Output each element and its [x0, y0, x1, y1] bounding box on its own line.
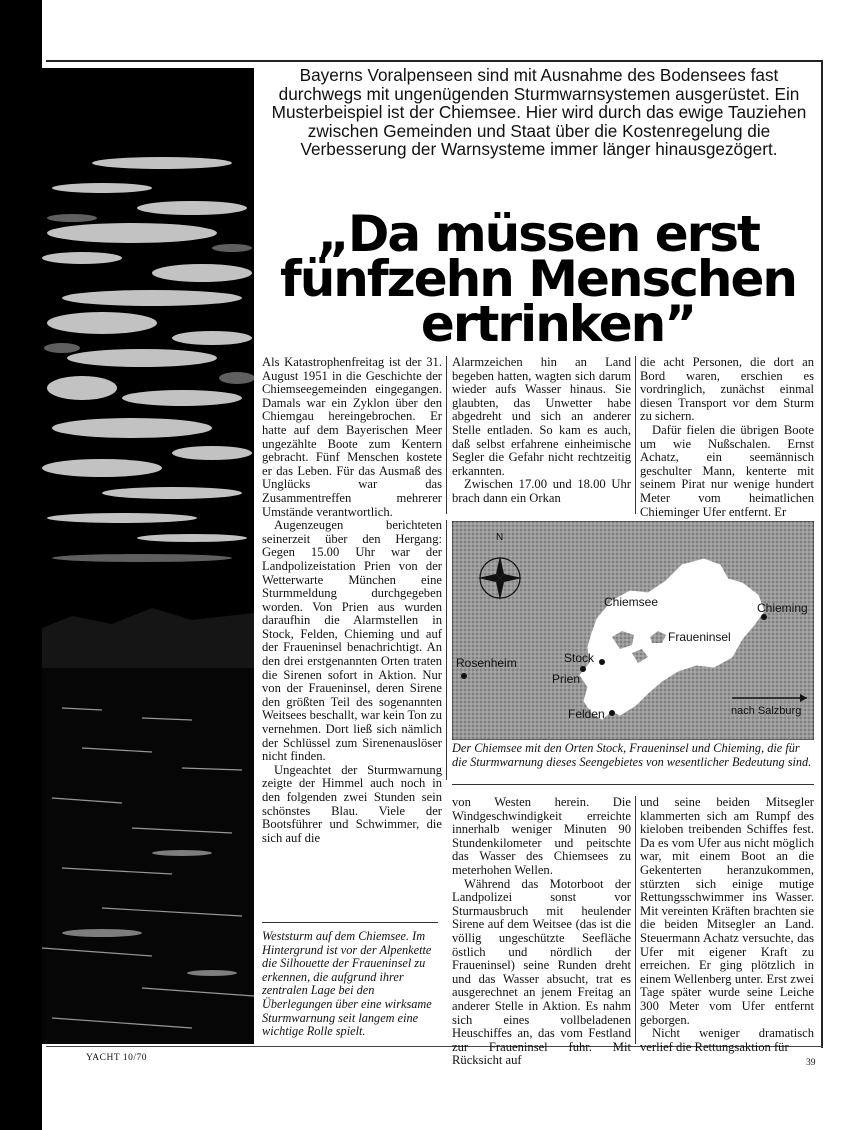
frame-right-rule [821, 60, 823, 1048]
column-rule [446, 356, 447, 514]
column-rule [635, 356, 636, 514]
map-label-felden: Felden [568, 707, 605, 721]
paragraph: und seine beiden Mitsegler klammerten sich am Rumpf des kieloben treibenden Schiffes fest. Da es vom Ufer aus nicht möglich war, mit einem Boot an die Gekenterten heranzukommen, stürzten sich einige mutige Rettungsschwimmer ins Wasser. Mit vereinten Kräften brachten sie die beiden Mitsegler an Land. Steuermann Achatz versuchte, das Ufer mit eigener Kraft zu erreichen. Er ging plötzlich in einem Wellenberg unter. Erst zwei Tage später wurde seine Leiche 300 Meter vom Ufer entfernt geborgen. [640, 795, 814, 1027]
paragraph: Augenzeugen berichteten seinerzeit über den Hergang: Gegen 15.00 Uhr war der Landpolizeistation Prien von der Wetterwarte München eine Sturmmeldung durchgegeben worden. Von Prien aus wurden daraufhin die Alarmstellen in Stock, Felden, Chieming und auf der Fraueninsel benachrichtigt. An den drei erstgenannten Orten traten die Sirenen sofort in Aktion. Nur von der Fraueninsel, deren Sirene den größten Teil des sogenannten Weitsees beschallt, war kein Ton zu vernehmen. Dort ließ sich nämlich der Schlüssel zum Sirenenauslöser nicht finden. [262, 518, 442, 764]
photo-caption: Weststurm auf dem Chiemsee. Im Hintergrund ist vor der Alpenkette die Silhouette der Fraueninsel zu erkennen, die aufgrund ihrer zentralen Lage bei den Überlegungen über eine wirksame Sturmwarnung seit langem eine wichtige Rolle spielt. [262, 929, 432, 1039]
magazine-issue: YACHT 10/70 [86, 1053, 148, 1063]
headline-line-2: fünfzehn Menschen [279, 250, 797, 308]
paragraph: Zwischen 17.00 und 18.00 Uhr brach dann ein Orkan [452, 477, 631, 505]
paragraph: Alarmzeichen hin an Land begeben hatten, wagten sich darum wieder aufs Wasser hinaus. Sie glaubten, das Unwetter habe abgedreht und sich an anderer Stelle entladen. So kam es auch, daß selbst erfahrene einheimische Segler die Gefahr nicht rechtzeitig erkannten. [452, 355, 631, 478]
map-north-label: N [496, 532, 504, 543]
map-label-rosenheim: Rosenheim [456, 656, 517, 670]
map-caption: Der Chiemsee mit den Orten Stock, Fraueninsel und Chieming, die für die Sturmwarnung dieses Seengebietes von wesentlicher Bedeutung sind. [452, 741, 812, 769]
paragraph: Dafür fielen die übrigen Boote um wie Nußschalen. Ernst Achatz, ein seemännisch geschulter Mann, kenterte mit seinem Pirat nur wenige hundert Meter vom heimatlichen Chieminger Ufer entfernt. Er [640, 422, 814, 519]
intro-text: Bayerns Voralpenseen sind mit Ausnahme des Bodensees fast durchwegs mit ungenügenden Sturmwarnsystemen ausgerüstet. Ein Musterbeispiel ist der Chiemsee. Hier wird durch das ewige Tauziehen zwischen Gemeinden und Staat über die Kostenregelung die Verbesserung der Warnsysteme immer länger hinausgezögert. [271, 65, 807, 159]
headline [262, 205, 814, 353]
scan-edge [0, 0, 42, 1130]
storm-photo [42, 68, 254, 1044]
map-label-chieming: Chieming [757, 601, 808, 615]
paragraph: Ungeachtet der Sturmwarnung zeigte der Himmel auch noch in den folgenden zwei Stunden sein schönstes Blau. Viele der Bootsführer und Schwimmer, die sich auf die [262, 762, 442, 845]
article-column-3 [640, 356, 814, 519]
chiemsee-map [452, 521, 814, 740]
paragraph: die acht Personen, die dort an Bord waren, erschien es vordringlich, zunächst einmal diesen Transport vor dem Sturm zu sichern. [640, 355, 814, 424]
map-label-fraueninsel: Fraueninsel [668, 630, 731, 644]
caption-rule [452, 784, 814, 785]
column-rule [635, 796, 636, 1044]
page-number: 39 [806, 1058, 816, 1068]
map-label-salzburg: nach Salzburg [731, 705, 802, 717]
paragraph: Nicht weniger dramatisch verlief die Rettungsaktion für [640, 1026, 814, 1054]
map-label-chiemsee: Chiemsee [604, 595, 659, 609]
headline-line-3: ertrinken” [420, 295, 696, 353]
article-column-2 [452, 356, 631, 506]
paragraph: von Westen herein. Die Windgeschwindigkeit erreichte innerhalb weniger Minuten 90 Stundenkilometer und peitschte das Wasser des Chiemsees zu meterhohen Wellen. [452, 795, 631, 877]
article-column-5 [640, 796, 814, 1054]
paragraph: Während das Motorboot der Landpolizei sonst vor Sturmausbruch mit heulender Sirene auf dem Weitsee (das ist die völlig ungeschützte Seefläche östlich und nördlich der Fraueninsel) seine Runden dreht und das Wasser absucht, trat es ausgerechnet an jenem Freitag an anderer Stelle in Aktion. Es nahm sich eines vollbeladenen Heuschiffes an, das vom Festland zur Fraueninsel fuhr. Mit Rücksicht auf [452, 876, 631, 1068]
map-label-stock: Stock [564, 651, 595, 665]
paragraph: Als Katastrophenfreitag ist der 31. August 1951 in die Geschichte der Chiemseegemeinden eingegangen. Damals war ein Zyklon über den Chiemgau hereingebrochen. Er hatte auf dem Bayerischen Meer ungezählte Boote zum Kentern gebracht. Fünf Menschen kostete er das Leben. Für das Ausmaß des Unglücks war das Zusammentreffen mehrerer Umstände verantwortlich. [262, 355, 442, 519]
map-label-prien: Prien [552, 672, 581, 686]
caption-rule [262, 922, 438, 923]
frame-top-rule [46, 60, 822, 62]
column-rule [446, 520, 447, 780]
headline-line-1: „Da müssen erst [317, 205, 759, 263]
article-column-1 [262, 356, 442, 845]
article-column-4 [452, 796, 631, 1068]
